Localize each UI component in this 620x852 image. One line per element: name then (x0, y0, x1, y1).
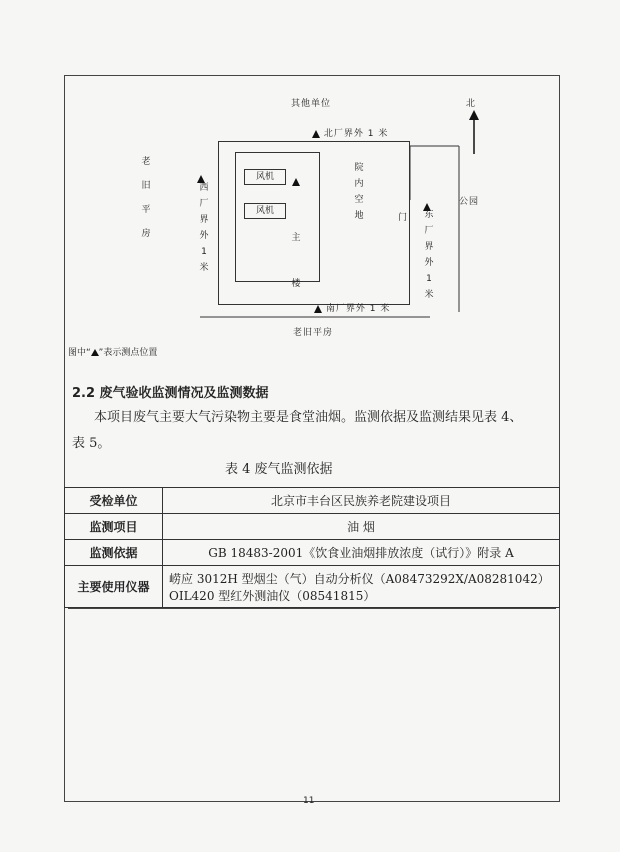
north-boundary: 北厂界外 1 米 (312, 126, 388, 139)
row-value: 北京市丰台区民族养老院建设项目 (163, 488, 560, 514)
fan-2: 风机 (244, 203, 286, 219)
table-bottom-rule (68, 608, 556, 609)
row-value: GB 18483-2001《饮食业油烟排放浓度（试行）》附录 A (163, 540, 560, 566)
row-label: 监测依据 (65, 540, 163, 566)
measure-point-icon (312, 130, 320, 138)
main-building-label: 主楼 (291, 233, 301, 289)
section-paragraph-1: 本项目废气主要大气污染物主要是食堂油烟。监测依据及监测结果见表 4、 (94, 410, 523, 425)
courtyard-label: 院内空地 (354, 163, 364, 221)
north-arrow-icon (467, 110, 481, 154)
west-boundary: 西厂界外1米 (199, 183, 209, 273)
bottom-label: 老旧平房 (293, 328, 334, 338)
row-label: 监测项目 (65, 514, 163, 540)
monitoring-basis-table (64, 487, 560, 608)
fan-measure-point (292, 171, 300, 190)
row-value: 油 烟 (163, 514, 560, 540)
table-caption: 表 4 废气监测依据 (225, 462, 333, 477)
north-label: 北 (466, 99, 477, 109)
section-paragraph-2: 表 5。 (72, 436, 111, 451)
table-row (65, 488, 560, 514)
table-row (65, 514, 560, 540)
instrument-1: 崂应 3012H 型烟尘（气）自动分析仪（A08473292X/A08281042） (169, 571, 550, 586)
table-row (65, 540, 560, 566)
table-row (65, 566, 560, 608)
left-label: 老旧平房 (141, 157, 151, 239)
fan-1: 风机 (244, 169, 286, 185)
section-heading: 2.2 废气验收监测情况及监测数据 (72, 386, 269, 401)
diagram-caption: 图中“ ”表示测点位置 (68, 348, 158, 358)
gate-label: 门 (398, 213, 409, 223)
instrument-2: OIL420 型红外测油仪（08541815） (169, 588, 376, 603)
row-value (163, 566, 560, 608)
south-boundary: 南厂界外 1 米 (314, 301, 390, 314)
road-lines (405, 140, 465, 320)
row-label: 受检单位 (65, 488, 163, 514)
park-label: 公园 (459, 197, 480, 207)
east-boundary: 东厂界外1米 (424, 210, 434, 300)
page-number: 11 (303, 796, 315, 806)
top-label: 其他单位 (291, 99, 332, 109)
row-label: 主要使用仪器 (65, 566, 163, 608)
